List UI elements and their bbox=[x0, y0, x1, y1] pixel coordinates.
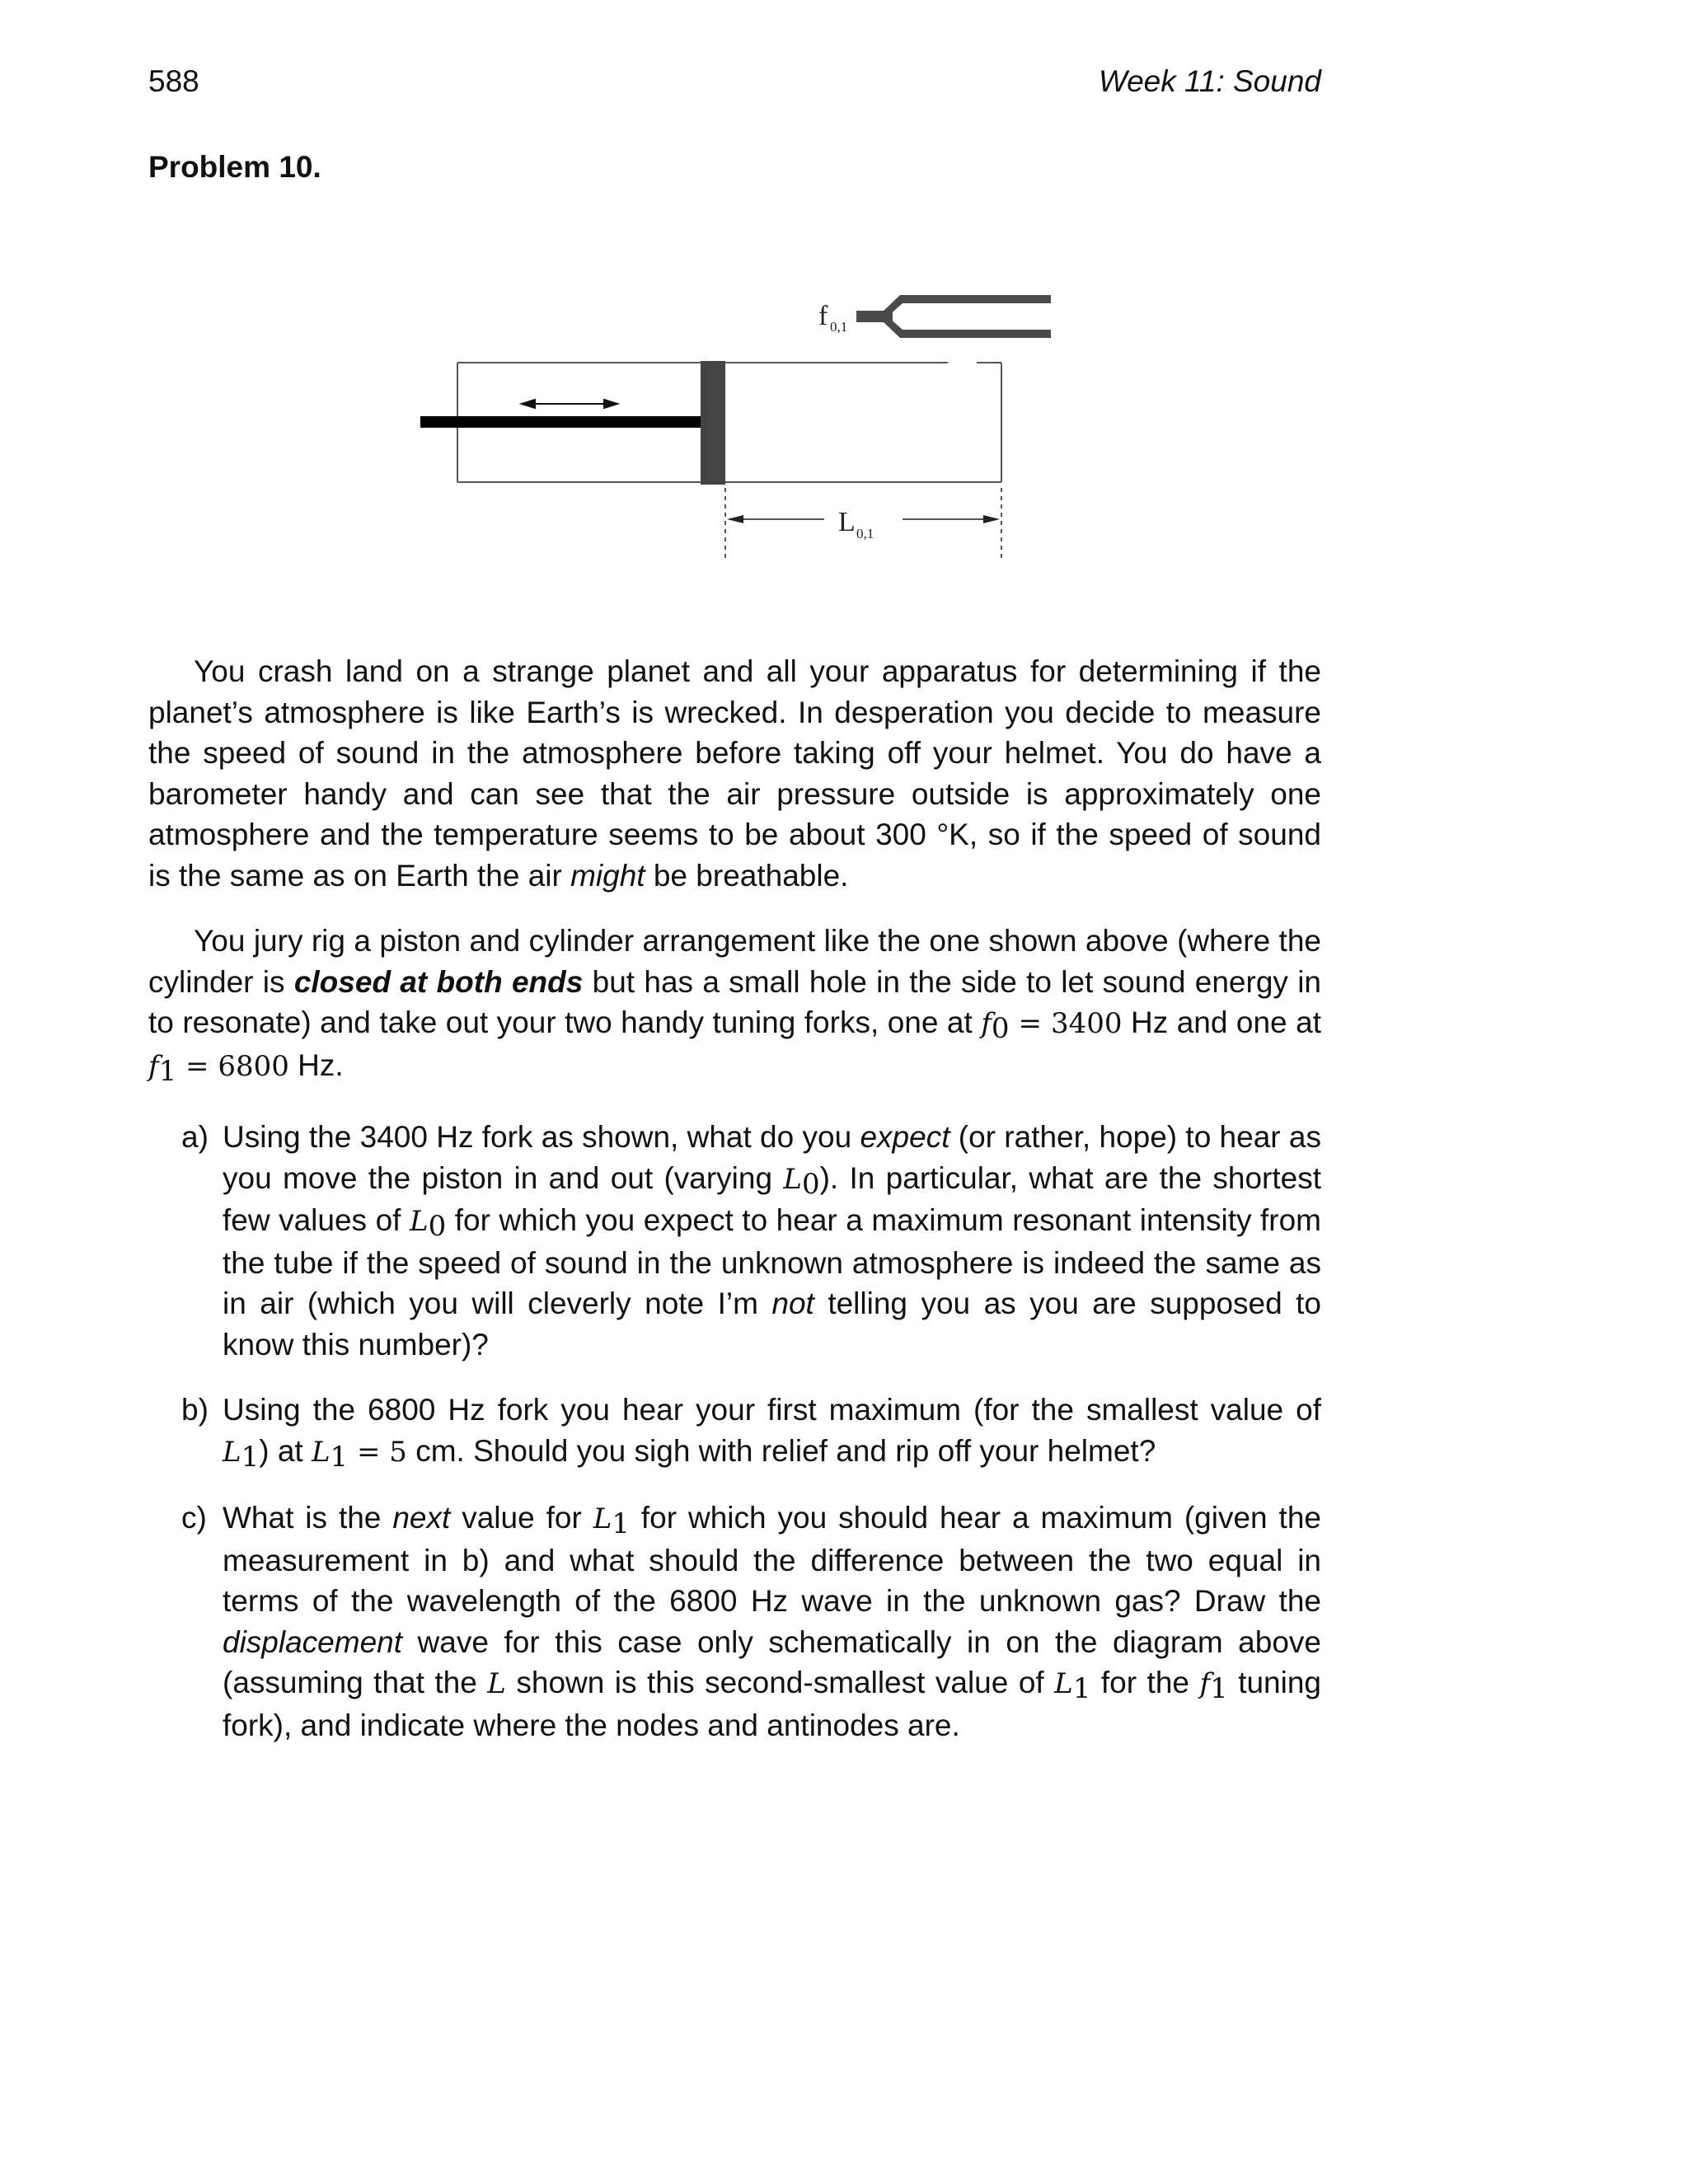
tuning-fork-icon bbox=[856, 295, 1051, 338]
paragraph-intro bbox=[148, 651, 1321, 911]
para1-text-end: be breathable. bbox=[645, 858, 849, 893]
f0-sub: 0 bbox=[991, 1012, 1010, 1045]
qb-math-1-sub: 1 bbox=[241, 1440, 260, 1474]
piston-cylinder-diagram bbox=[408, 272, 1109, 577]
problem-title: Problem 10. bbox=[148, 150, 321, 184]
qc-text-3: for which you should hear a maximum (given the measurement in b) and what should the difference between the two equal in terms of the wavelength of the 6800 Hz wave in the unknown gas? Draw the bbox=[223, 1501, 1321, 1618]
qc-text-5: shown is this second-smallest value of bbox=[505, 1666, 1055, 1699]
qc-text-7: tuning fork), and indicate where the nodes and antinodes are. bbox=[223, 1666, 1322, 1742]
piston-rod bbox=[420, 416, 705, 428]
length-dimension bbox=[725, 488, 1001, 560]
f1-sub: 1 bbox=[158, 1054, 177, 1088]
qc-math-4-sub: 1 bbox=[1210, 1672, 1228, 1705]
chapter-title: Week 11: Sound bbox=[1098, 64, 1321, 98]
question-a bbox=[148, 1117, 1321, 1365]
qa-text-3: ). In particular, what are the shortest few values of bbox=[223, 1160, 1321, 1237]
qc-emph-2: displacement bbox=[223, 1624, 403, 1659]
para2-text: You jury rig a piston and cylinder arrangement like the one shown above (where the cylinder is bbox=[148, 924, 1321, 999]
qc-math-2: L bbox=[487, 1667, 506, 1700]
para2-text-c: Hz and one at bbox=[1122, 1005, 1321, 1039]
qa-math-1-sub: 0 bbox=[801, 1167, 820, 1201]
qa-math-2-sub: 0 bbox=[428, 1210, 447, 1243]
length-label-sub: 0,1 bbox=[856, 526, 874, 541]
qc-text-1: What is the bbox=[223, 1501, 393, 1535]
para2-text-end: Hz. bbox=[288, 1047, 344, 1082]
question-c-label: c) bbox=[181, 1501, 207, 1535]
piston-head bbox=[701, 361, 725, 485]
qa-text-2: (or rather, hope) to hear as you move the piston in and out (varying bbox=[223, 1120, 1321, 1195]
qc-math-1: L bbox=[593, 1502, 612, 1535]
f0-symbol: f bbox=[981, 1007, 992, 1040]
qc-math-3: L bbox=[1054, 1667, 1073, 1700]
f1-symbol: f bbox=[148, 1049, 159, 1083]
page-number: 588 bbox=[148, 64, 199, 98]
piston-motion-arrow bbox=[522, 400, 617, 408]
qc-math-3-sub: 1 bbox=[1072, 1672, 1091, 1705]
para1-emphasis: might bbox=[570, 858, 645, 893]
fork-label-sub: 0,1 bbox=[830, 319, 848, 335]
question-b bbox=[148, 1390, 1321, 1473]
para1-text: You crash land on a strange planet and all your apparatus for determining if the planet’s atmosphere is like Earth’s is wrecked. In desperation you decide to measure the speed of sound in the atmosphere before taking off your helmet. You do have a barometer handy and can see that the air pressure outside is approximately one atmosphere and the temperature seems to be about 300 °K, so if the speed of sound is the same as on Earth the air bbox=[148, 654, 1321, 893]
qb-text-3: cm. Should you sigh with relief and rip off your helmet? bbox=[406, 1433, 1156, 1468]
qb-text-2: ) at bbox=[259, 1433, 312, 1468]
qc-math-1-sub: 1 bbox=[612, 1507, 630, 1540]
qc-text-4: wave for this case only schematically in on the diagram above (assuming that the bbox=[223, 1624, 1321, 1699]
paragraph-setup bbox=[148, 921, 1321, 1102]
qa-text-1: Using the 3400 Hz fork as shown, what do you bbox=[223, 1120, 860, 1154]
qb-math-2: L bbox=[311, 1435, 331, 1469]
f1-value: = 6800 bbox=[176, 1049, 289, 1083]
question-list bbox=[148, 1117, 1321, 1770]
question-a-label: a) bbox=[181, 1120, 209, 1154]
question-b-label: b) bbox=[181, 1393, 209, 1427]
qb-math-1: L bbox=[223, 1435, 241, 1469]
qa-math-1: L bbox=[783, 1162, 802, 1196]
question-c bbox=[148, 1497, 1321, 1746]
qa-emph-2: not bbox=[771, 1286, 814, 1320]
length-label: L bbox=[838, 507, 856, 537]
qa-emph-1: expect bbox=[860, 1120, 950, 1154]
qb-text-1: Using the 6800 Hz fork you hear your first maximum (for the smallest value of bbox=[223, 1393, 1321, 1427]
para2-emphasis: closed at both ends bbox=[293, 964, 584, 999]
qc-math-4: f bbox=[1199, 1667, 1211, 1700]
qc-text-6: for the bbox=[1090, 1666, 1200, 1699]
qb-math-2-sub: 1 bbox=[330, 1440, 349, 1474]
fork-label: f bbox=[818, 301, 828, 331]
qa-text-4: for which you expect to hear a maximum resonant intensity from the tube if the speed of sound in the unknown atmosphere is indeed the same as in air (which you will cleverly note I’m bbox=[223, 1203, 1321, 1320]
f0-value: = 3400 bbox=[1009, 1007, 1123, 1040]
qc-emph-1: next bbox=[392, 1501, 451, 1535]
qa-math-2: L bbox=[409, 1205, 429, 1238]
qa-text-5: telling you as you are supposed to know this number)? bbox=[223, 1286, 1322, 1361]
qb-math-2-value: = 5 bbox=[348, 1435, 407, 1469]
para2-text-mid: but has a small hole in the side to let sound energy in to resonate) and take out your two handy tuning forks, one at bbox=[148, 964, 1322, 1039]
qc-text-2: value for bbox=[450, 1501, 593, 1535]
